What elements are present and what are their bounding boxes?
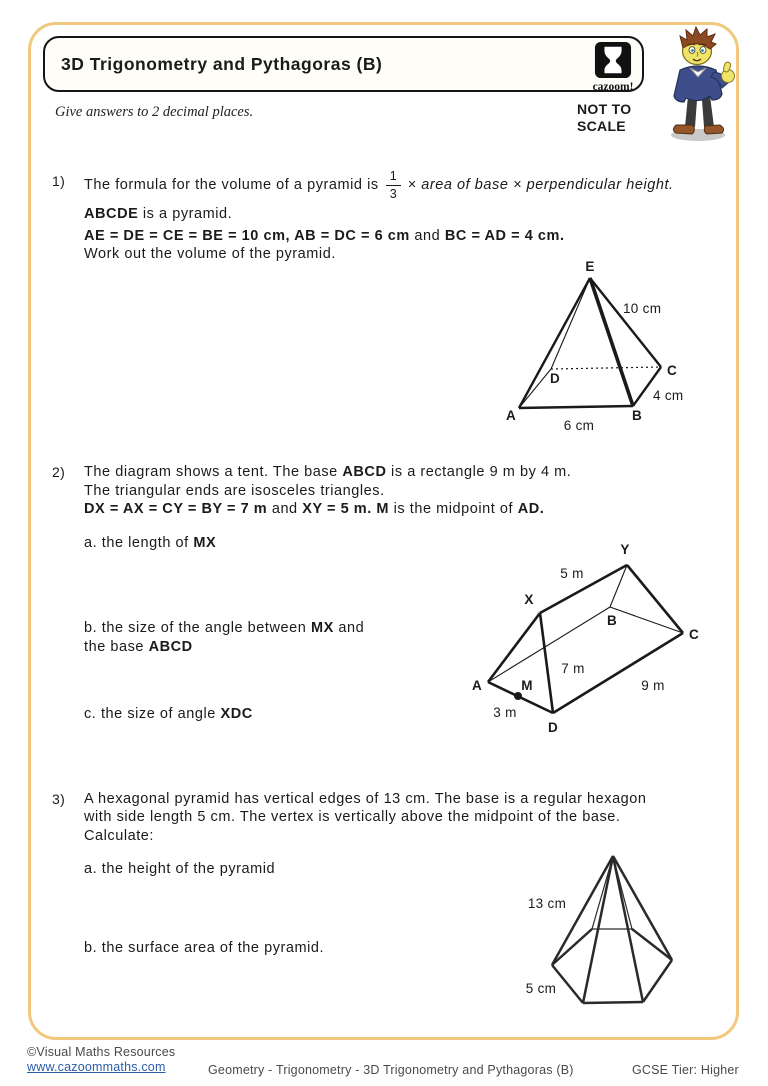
q2-part-b-line1: b. the size of the angle between MX and (84, 620, 365, 636)
edge-xa (488, 613, 540, 682)
midpoint-m-dot (514, 692, 522, 700)
edge-left-frontleft (552, 965, 583, 1003)
q2-tent-diagram (460, 540, 710, 740)
q1-vertex-e: E (585, 259, 595, 274)
q2-vertex-b: B (606, 613, 618, 628)
edge-ec (590, 278, 661, 367)
q3-part-b: b. the surface area of the pyramid. (84, 940, 325, 956)
q2-part-b-line2: the base ABCD (84, 639, 193, 655)
q2-vertex-m: M (521, 678, 533, 693)
q3-number: 3) (52, 791, 66, 807)
title-box (43, 36, 644, 92)
q3-hexagonal-pyramid-diagram (502, 845, 702, 1017)
q2-edge-dc-label: 9 m (641, 678, 665, 693)
q1-line4: Work out the volume of the pyramid. (84, 246, 336, 262)
instruction-note: Give answers to 2 decimal places. (55, 104, 254, 120)
q2-vertex-x: X (524, 592, 534, 607)
website-link[interactable]: www.cazoommaths.com (27, 1060, 166, 1074)
edge-apex-right (613, 856, 672, 960)
q3-part-a: a. the height of the pyramid (84, 861, 276, 877)
q2-part-c: c. the size of angle XDC (84, 706, 253, 722)
q2-edge-dx-label: 7 m (561, 661, 585, 676)
q1-line3: AE = DE = CE = BE = 10 cm, AB = DC = 6 cm and BC = AD = 4 cm. (84, 228, 565, 244)
q1-vertex-d: D (549, 371, 561, 386)
copyright-text: ©Visual Maths Resources (27, 1045, 176, 1059)
page-title: 3D Trigonometry and Pythagoras (B) (61, 54, 383, 74)
q1-vertex-a: A (505, 408, 517, 423)
q1-line2: ABCDE is a pyramid. (84, 206, 233, 222)
q2-vertex-a: A (471, 678, 483, 693)
mascot-character (650, 24, 746, 144)
q2-vertex-c: C (689, 627, 700, 642)
edge-ab-hidden (488, 607, 610, 682)
not-to-scale-label: NOT TO SCALE (577, 101, 632, 134)
hourglass-icon (594, 41, 632, 79)
q1-intro-pre: The formula for the volume of a pyramid is (84, 177, 379, 193)
q1-vertex-b: B (631, 408, 643, 423)
cazoom-logo-text: cazoom! (592, 81, 634, 93)
q1-intro (84, 169, 674, 201)
edge-by-hidden (610, 565, 627, 607)
q2-line2: The triangular ends are isosceles triangles. (84, 483, 385, 499)
q3-base-edge-label: 5 cm (525, 981, 557, 996)
q2-vertex-d: D (547, 720, 559, 735)
edge-backleft-left (552, 929, 592, 965)
one-third-fraction: $\frac{1}{3}$ (386, 170, 401, 201)
edge-dc-hidden (551, 367, 661, 369)
q2-edge-xy-label: 5 m (560, 566, 584, 581)
edge-ea (519, 278, 590, 408)
q2-line1: The diagram shows a tent. The base ABCD is a rectangle 9 m by 4 m. (84, 464, 572, 480)
edge-frontright-right (643, 960, 672, 1002)
edge-ab (519, 406, 633, 408)
q2-vertex-y: Y (620, 542, 630, 557)
q2-number: 2) (52, 464, 66, 480)
q3-line3: Calculate: (84, 828, 154, 844)
q2-line3: DX = AX = CY = BY = 7 m and XY = 5 m. M is the midpoint of AD. (84, 501, 545, 517)
q1-number: 1) (52, 173, 66, 189)
q1-edge-ab-label: 6 cm (563, 418, 595, 433)
edge-eb (590, 278, 633, 406)
q1-vertex-c: C (667, 363, 678, 378)
q1-edge-ec-label: 10 cm (623, 301, 662, 316)
edge-ad (519, 369, 551, 408)
breadcrumb: Geometry - Trigonometry - 3D Trigonometry and Pythagoras (B) (208, 1063, 574, 1077)
q1-edge-bc-label: 4 cm (653, 388, 684, 403)
q3-line2: with side length 5 cm. The vertex is vertically above the midpoint of the base. (84, 809, 621, 825)
edge-right-backright (632, 929, 672, 960)
q1-pyramid-diagram (470, 248, 700, 438)
q2-edge-am-label: 3 m (493, 705, 517, 720)
q3-slant-edge-label: 13 cm (527, 896, 567, 911)
cazoom-logo (590, 41, 636, 93)
tier-label: GCSE Tier: Higher (632, 1063, 739, 1077)
q1-intro-italic: × area of base × perpendicular height. (407, 177, 674, 193)
q3-line1: A hexagonal pyramid has vertical edges of 13 cm. The base is a regular hexagon (84, 791, 647, 807)
edge-front (583, 1002, 643, 1003)
q2-part-a: a. the length of MX (84, 535, 217, 551)
edge-ed (551, 278, 590, 369)
edge-dx (540, 613, 553, 713)
